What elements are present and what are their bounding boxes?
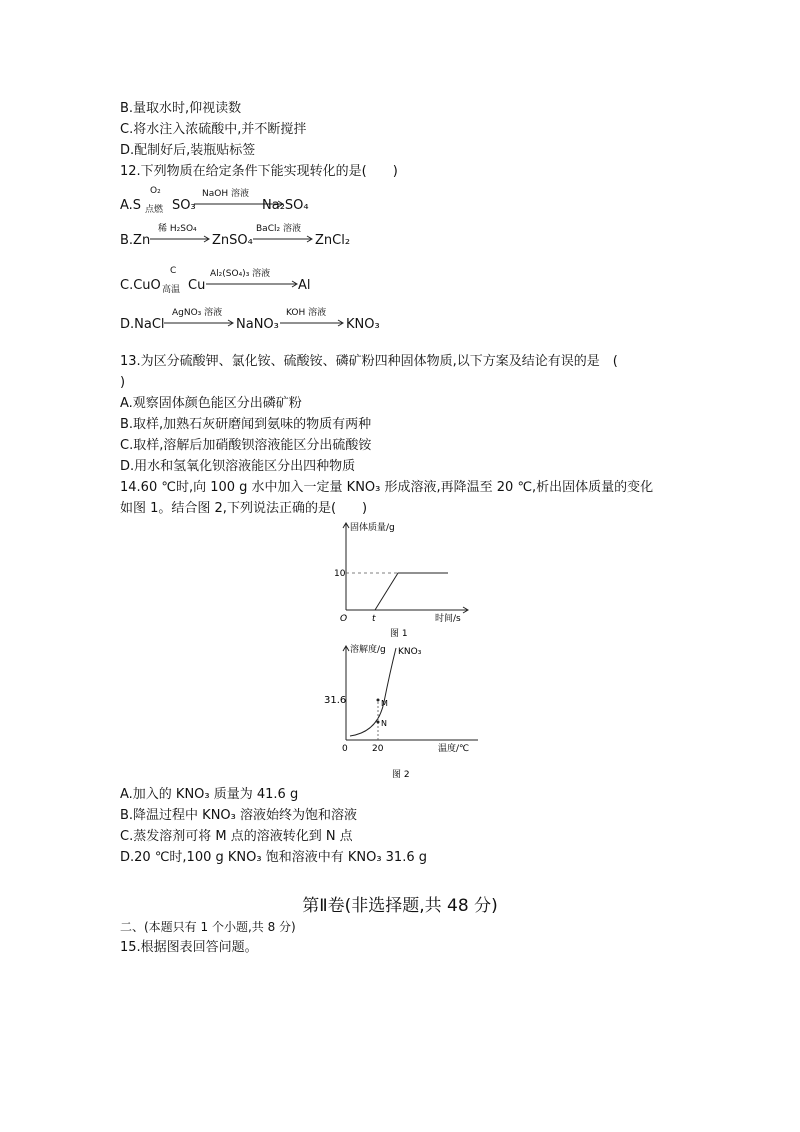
option-14d: D.20 ℃时,100 g KNO₃ 饱和溶液中有 KNO₃ 31.6 g <box>120 850 427 865</box>
x-tick-label: 20 <box>372 744 384 754</box>
intermediate: SO₃ <box>172 198 196 213</box>
y-tick-label: 31.6 <box>324 695 347 706</box>
question-15-stem: 15.根据图表回答问题。 <box>120 940 258 955</box>
reactant: D.NaCl <box>120 317 165 332</box>
solubility-curve <box>350 648 396 736</box>
arrow-icon <box>164 318 236 328</box>
arrow-icon <box>206 279 300 289</box>
condition-above: KOH 溶液 <box>286 308 327 318</box>
reaction-12b <box>120 221 520 251</box>
origin-label: 0 <box>342 744 348 754</box>
product: Na₂SO₄ <box>262 198 309 213</box>
condition-above: Al₂(SO₄)₃ 溶液 <box>210 269 271 279</box>
figure-caption: 图 1 <box>390 629 408 639</box>
option-14a: A.加入的 KNO₃ 质量为 41.6 g <box>120 787 299 802</box>
option-11d: D.配制好后,装瓶贴标签 <box>120 143 256 158</box>
x-axis-label: 温度/℃ <box>438 744 470 754</box>
point-m-label: M <box>381 699 388 708</box>
question-13-stem-cont: ) <box>120 375 126 390</box>
arrow-icon <box>150 234 212 244</box>
arrow-icon <box>280 318 346 328</box>
point-n-label: N <box>381 719 387 728</box>
condition-above: C <box>170 266 177 276</box>
origin-label: O <box>340 614 348 624</box>
arrow-icon <box>253 234 315 244</box>
question-14-stem: 14.60 ℃时,向 100 g 水中加入一定量 KNO₃ 形成溶液,再降温至 20 ℃,析出固体质量的变化 <box>120 480 654 495</box>
option-13d: D.用水和氢氧化钡溶液能区分出四种物质 <box>120 459 356 474</box>
point-m <box>377 699 380 702</box>
reaction-12c <box>120 266 520 296</box>
reactant: A.S <box>120 198 142 213</box>
reaction-12d <box>120 305 520 335</box>
condition-above: 稀 H₂SO₄ <box>158 224 197 234</box>
y-axis-label: 溶解度/g <box>350 645 386 655</box>
condition-below: 高温 <box>162 285 181 295</box>
intermediate: NaNO₃ <box>236 317 279 332</box>
x-tick-label: t <box>372 614 376 624</box>
condition-above: AgNO₃ 溶液 <box>172 308 223 318</box>
condition-above: NaOH 溶液 <box>202 189 249 199</box>
option-13b: B.取样,加熟石灰研磨闻到氨味的物质有两种 <box>120 417 372 432</box>
x-axis-label: 时间/s <box>435 614 461 624</box>
question-12-stem: 12.下列物质在给定条件下能实现转化的是( ) <box>120 164 398 179</box>
part-heading: 二、(本题只有 1 个小题,共 8 分) <box>120 920 296 934</box>
product: KNO₃ <box>346 317 380 332</box>
option-11b: B.量取水时,仰视读数 <box>120 101 242 116</box>
option-13c: C.取样,溶解后加硝酸钡溶液能区分出硫酸铵 <box>120 438 372 453</box>
series-label: KNO₃ <box>398 647 422 657</box>
condition-above: BaCl₂ 溶液 <box>256 224 301 234</box>
mass-curve <box>375 573 448 610</box>
y-tick-label: 10 <box>334 569 346 579</box>
option-14b: B.降温过程中 KNO₃ 溶液始终为饱和溶液 <box>120 808 358 823</box>
product: Al <box>298 278 311 293</box>
reactant: B.Zn <box>120 233 151 248</box>
condition-above: O₂ <box>150 186 161 196</box>
reactant: C.CuO <box>120 278 161 293</box>
intermediate: Cu <box>188 278 206 293</box>
section-title: 第Ⅱ卷(非选择题,共 48 分) <box>302 896 498 916</box>
product: ZnCl₂ <box>315 233 351 248</box>
y-axis-label: 固体质量/g <box>350 523 395 533</box>
option-13a: A.观察固体颜色能区分出磷矿粉 <box>120 396 302 411</box>
option-11c: C.将水注入浓硫酸中,并不断搅拌 <box>120 122 307 137</box>
question-13-stem: 13.为区分硫酸钾、氯化铵、硫酸铵、磷矿粉四种固体物质,以下方案及结论有误的是 ( <box>120 354 618 369</box>
intermediate: ZnSO₄ <box>212 233 253 248</box>
condition-below: 点燃 <box>145 205 164 215</box>
reaction-12a <box>120 186 520 216</box>
option-14c: C.蒸发溶剂可将 M 点的溶液转化到 N 点 <box>120 829 353 844</box>
figure-caption: 图 2 <box>392 770 410 780</box>
point-n <box>377 721 380 724</box>
figure-1 <box>320 518 480 640</box>
question-14-stem-cont: 如图 1。结合图 2,下列说法正确的是( ) <box>120 501 368 516</box>
figure-2 <box>320 640 490 782</box>
